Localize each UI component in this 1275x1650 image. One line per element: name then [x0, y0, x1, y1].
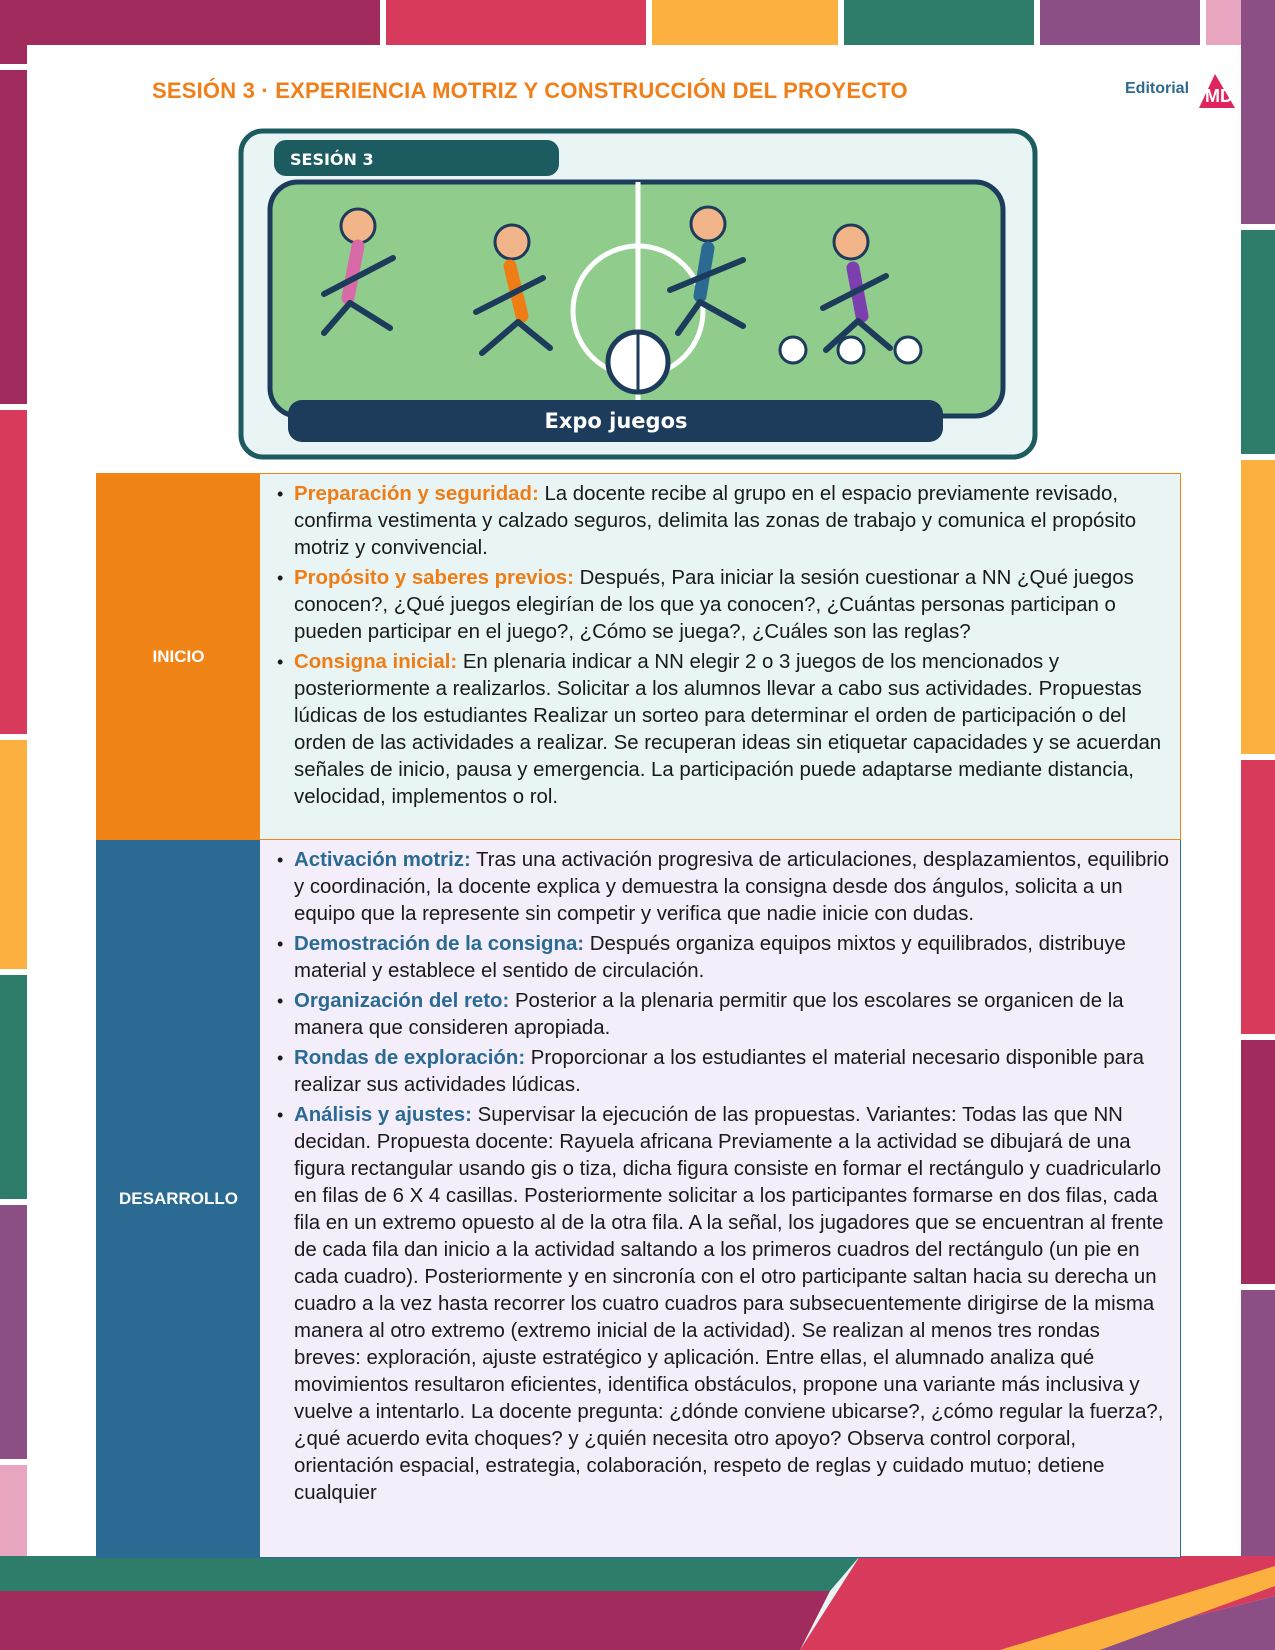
- left-decorative-strip: [0, 0, 27, 1650]
- list-item: • Propósito y saberes previos: Después, Para iniciar la sesión cuestionar a NN ¿Qué juegos conocen?, ¿Qué juegos elegirían de los que ya conocen?, ¿Cuántas personas participan o pueden participar en el juego?, ¿Cómo se juega?, ¿Cuáles son las reglas?: [277, 565, 1170, 646]
- table-row-inicio: [96, 473, 1181, 840]
- page-title: SESIÓN 3 · EXPERIENCIA MOTRIZ Y CONSTRUCCIÓN DEL PROYECTO: [152, 78, 908, 103]
- session-banner: [238, 128, 1038, 460]
- logo-mark-icon: [1195, 72, 1239, 112]
- top-decorative-strip: [0, 0, 1275, 45]
- list-item: • Organización del reto: Posterior a la plenaria permitir que los escolares se organicen de la manera que consideren apropiada.: [277, 988, 1170, 1042]
- list-item: • Demostración de la consigna: Después organiza equipos mixtos y equilibrados, distribuye material y establece el sentido de circulación.: [277, 931, 1170, 985]
- row-content-desarrollo: [260, 840, 1180, 1557]
- banner-caption: Expo juegos: [544, 409, 688, 433]
- soccer-ball-icon: [608, 332, 668, 392]
- logo-mark-text: MD: [1205, 86, 1233, 106]
- list-item: • Preparación y seguridad: La docente recibe al grupo en el espacio previamente revisado, confirma vestimenta y calzado seguros, delimita las zonas de trabajo y comunica el propósito motriz y convivencial.: [277, 481, 1170, 562]
- table-row-desarrollo: [96, 840, 1181, 1558]
- list-item: • Rondas de exploración: Proporcionar a los estudiantes el material necesario disponible para realizar sus actividades lúdicas.: [277, 1045, 1170, 1099]
- right-decorative-strip: [1241, 0, 1275, 1650]
- session-table: [96, 473, 1181, 1558]
- small-ball-icon: [895, 337, 921, 363]
- list-item: • Análisis y ajustes: Supervisar la ejecución de las propuestas. Variantes: Todas las que NN decidan. Propuesta docente: Rayuela africana Previamente a la actividad se dibujará de una figura rectangular usando gis o tiza, dicha figura consiste en formar el rectángulo y cuadricularlo en filas de 6 X 4 casillas. Posteriormente solicitar a los participantes formarse en dos filas, cada fila en un extremo opuesto al de la otra fila. A la señal, los jugadores que se encuentran al frente de cada fila dan inicio a la actividad saltando a los primeros cuadros del rectángulo (un pie en cada cuadro). Posteriormente y en sincronía con el otro participante saltan hacia su derecha un cuadro a la vez hasta recorrer los cuatro cuadros para subsecuentemente dirigirse de la misma manera al otro extremo (extremo inicial de la actividad). Se realizan al menos tres rondas breves: exploración, ajuste estratégico y aplicación. Entre ellas, el alumnado analiza qué movimientos resultaron eficientes, identifica obstáculos, propone una variante más inclusiva y vuelve a intentarlo. La docente pregunta: ¿dónde conviene ubicarse?, ¿cómo regular la fuerza?, ¿qué acuerdo evita choques? y ¿quién necesita otro apoyo? Observa control corporal, orientación espacial, estrategia, colaboración, respeto de reglas y cuidado mutuo; detiene cualquier: [277, 1102, 1170, 1507]
- editorial-logo: [1125, 72, 1235, 112]
- row-label-desarrollo: DESARROLLO: [97, 840, 260, 1557]
- small-ball-icon: [780, 337, 806, 363]
- bottom-decorative-band: [0, 1556, 1275, 1650]
- list-item: • Activación motriz: Tras una activación progresiva de articulaciones, desplazamientos, equilibrio y coordinación, la docente explica y demuestra la consigna desde dos ángulos, solicita a un equipo que la represente sin competir y verifica que nadie inicie con dudas.: [277, 847, 1170, 928]
- row-content-inicio: [260, 474, 1180, 839]
- session-label: SESIÓN 3: [290, 150, 374, 169]
- row-label-inicio: INICIO: [97, 474, 260, 839]
- logo-text: Editorial: [1125, 80, 1190, 97]
- list-item: • Consigna inicial: En plenaria indicar a NN elegir 2 o 3 juegos de los mencionados y posteriormente a realizarlos. Solicitar a los alumnos llevar a cabo sus actividades. Propuestas lúdicas de los estudiantes Realizar un sorteo para determinar el orden de participación o del orden de las actividades a realizar. Se recuperan ideas sin etiquetar capacidades y se acuerdan señales de inicio, pausa y emergencia. La participación puede adaptarse mediante distancia, velocidad, implementos o rol.: [277, 649, 1170, 811]
- small-ball-icon: [838, 337, 864, 363]
